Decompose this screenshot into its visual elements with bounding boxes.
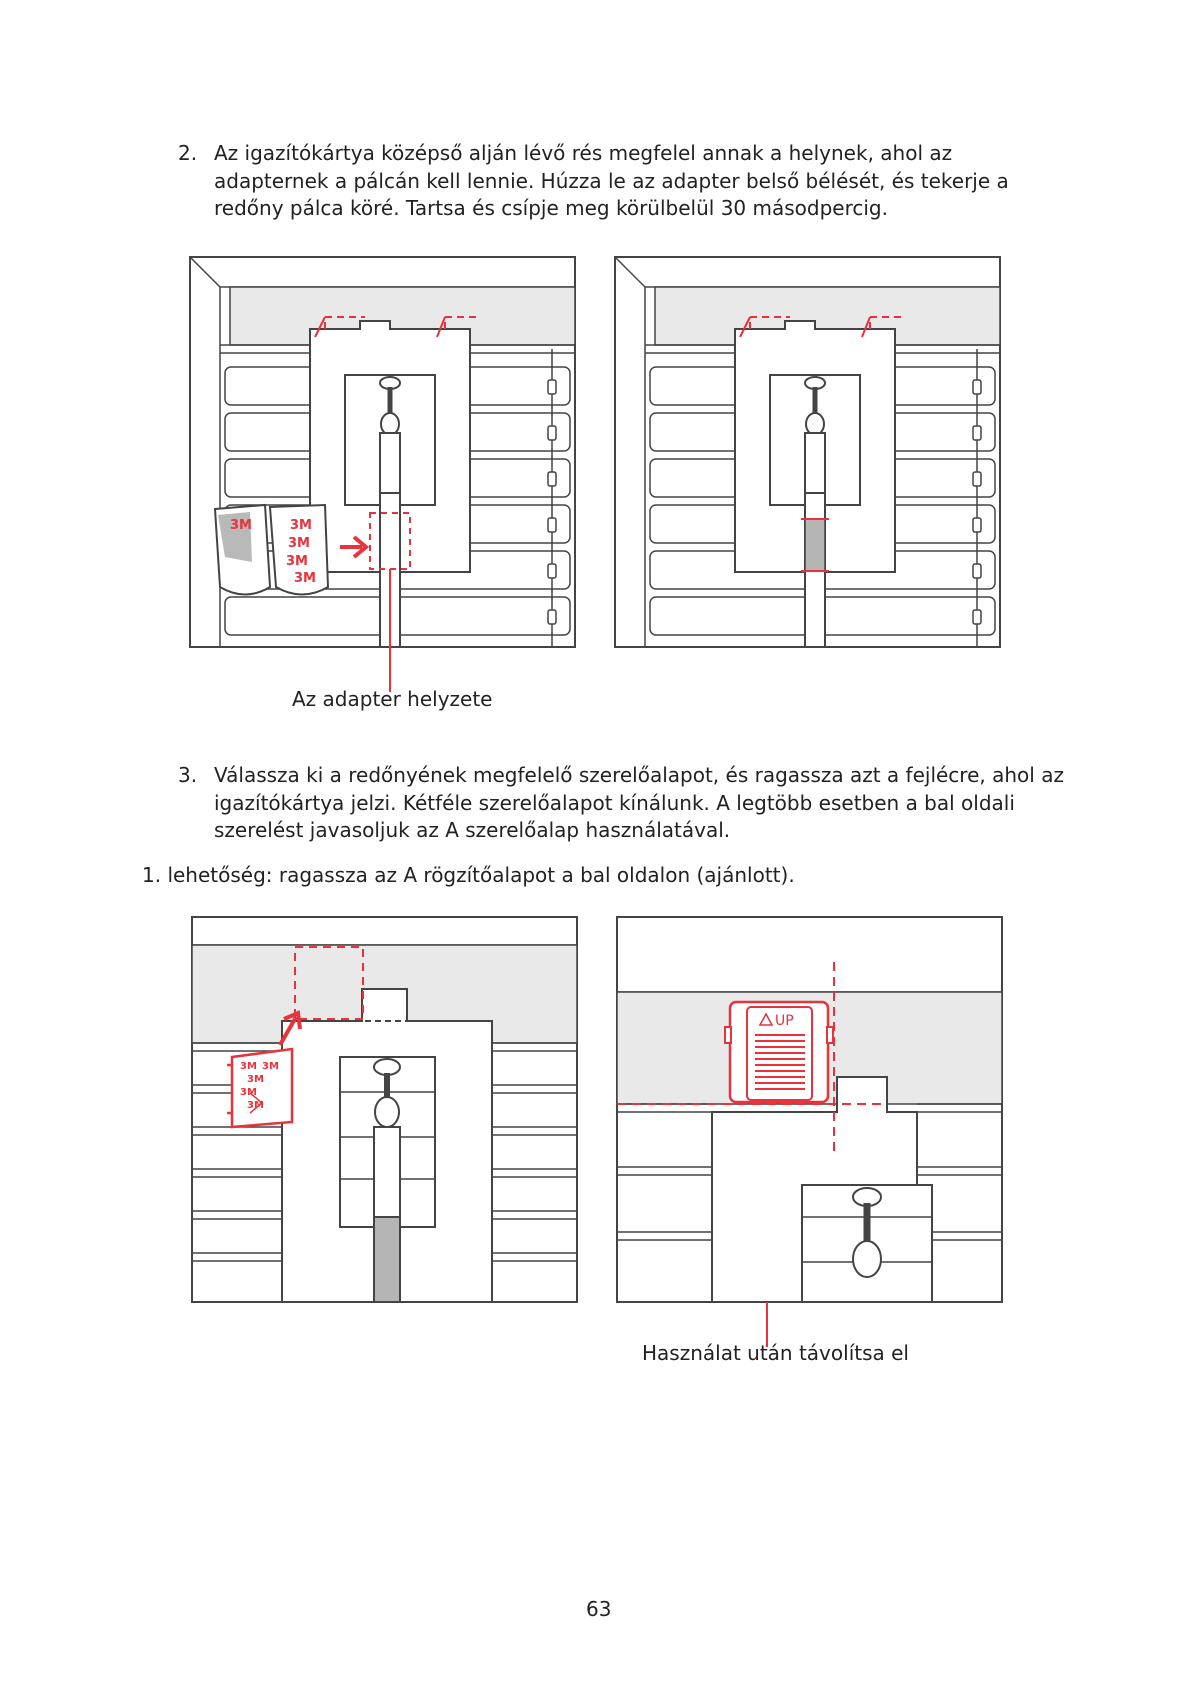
right-mount-panel xyxy=(617,917,1002,1347)
tape-mark: 3M xyxy=(294,571,316,586)
figure-mounting-base xyxy=(187,912,1007,1352)
tape-mark: 3M xyxy=(230,518,252,533)
step-2-number: 2. xyxy=(178,141,198,165)
tape-mark: 3M xyxy=(240,1087,257,1098)
page-number: 63 xyxy=(586,1597,612,1621)
tape-mark: 3M xyxy=(240,1061,257,1072)
option-1-text: 1. lehetőség: ragassza az A rögzítőalapot a bal oldalon (ajánlott). xyxy=(142,863,795,887)
caption-adapter-position: Az adapter helyzete xyxy=(292,687,493,711)
tape-mark: 3M xyxy=(288,536,310,551)
caption-remove-after-use: Használat után távolítsa el xyxy=(642,1341,909,1365)
tape-mark: 3M xyxy=(262,1061,279,1072)
step-2-text: Az igazítókártya középső alján lévő rés megfelel annak a helynek, ahol az adapternek a pálcán kell lennie. Húzza le az adapter belső bélését, és tekerje a redőny pálca köré. Tartsa és csípje meg körülbelül 30 másodpercig. xyxy=(214,141,1009,220)
tape-mark: 3M xyxy=(247,1100,264,1111)
figure-adapter-position xyxy=(185,252,1005,692)
up-label: UP xyxy=(775,1013,794,1029)
tape-mark: 3M xyxy=(286,554,308,569)
step-3-number: 3. xyxy=(178,763,198,787)
step-3-text: Válassza ki a redőnyének megfelelő szerelőalapot, és ragassza azt a fejlécre, ahol az igazítókártya jelzi. Kétféle szerelőalapot kínálunk. A legtöbb esetben a bal oldali szerelést javasoljuk az A szerelőalap használatával. xyxy=(214,763,1064,842)
left-mount-panel xyxy=(192,917,577,1302)
tape-mark: 3M xyxy=(247,1074,264,1085)
tape-mark: 3M xyxy=(290,518,312,533)
